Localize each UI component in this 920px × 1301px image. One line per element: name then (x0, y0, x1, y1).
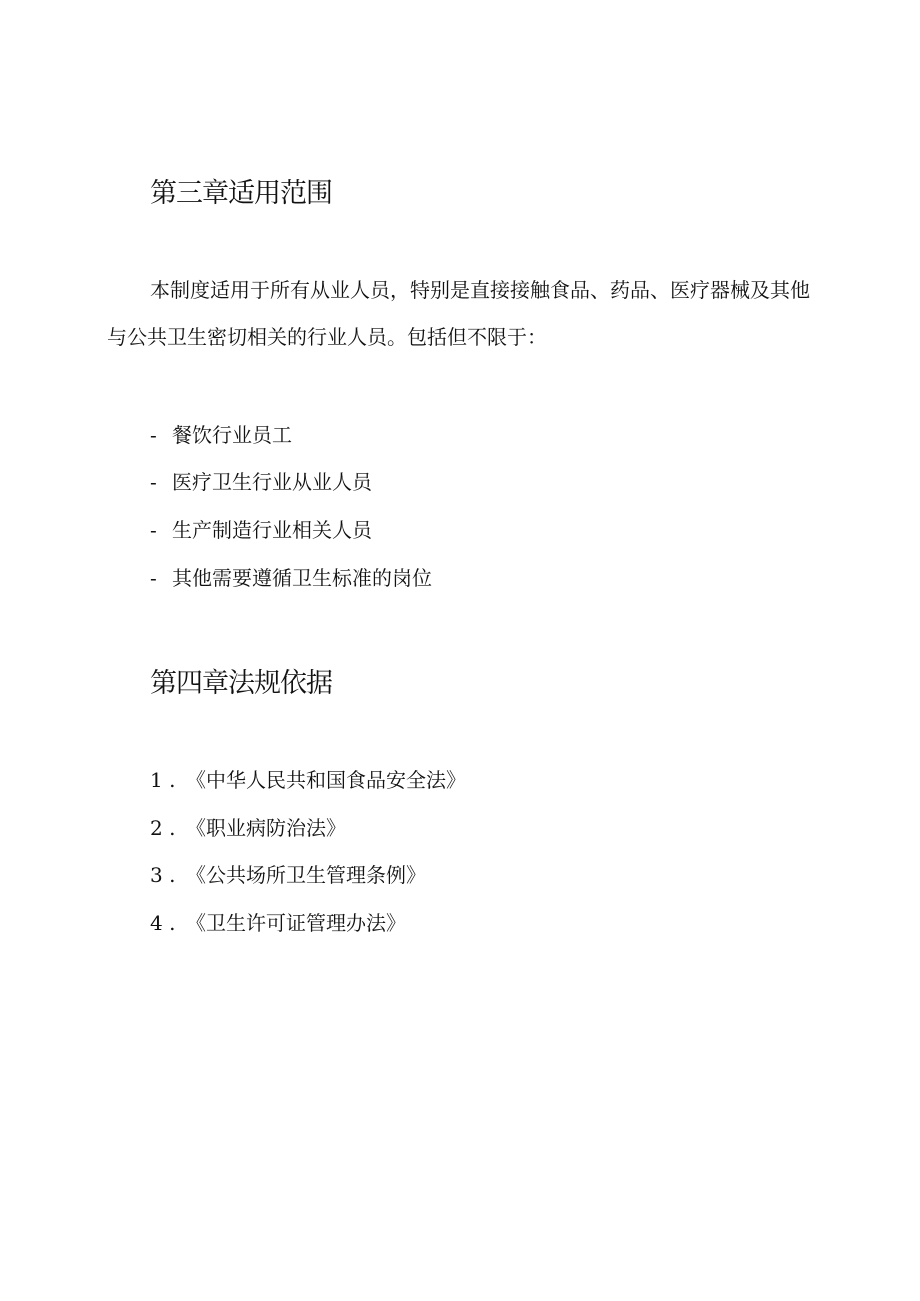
list-item-text: 《职业病防治法》 (186, 816, 346, 840)
list-item (150, 814, 346, 842)
list-number: 2 . (150, 816, 176, 840)
chapter4-heading: 第四章法规依据 (150, 668, 332, 699)
list-number: 3 . (150, 863, 176, 887)
list-item-text: 《卫生许可证管理办法》 (186, 911, 406, 935)
list-item (150, 766, 466, 794)
list-item (150, 516, 372, 544)
chapter3-heading: 第三章适用范围 (150, 178, 332, 209)
list-item (150, 861, 426, 889)
list-item (150, 564, 432, 592)
list-number: 4 . (150, 911, 176, 935)
list-item-text: 《中华人民共和国食品安全法》 (186, 768, 466, 792)
list-dash: - (150, 470, 157, 494)
list-item (150, 468, 372, 496)
list-dash: - (150, 423, 157, 447)
list-dash: - (150, 566, 157, 590)
list-item-text: 餐饮行业员工 (172, 423, 292, 447)
list-item (150, 909, 406, 937)
chapter3-paragraph (107, 267, 827, 361)
list-number: 1 . (150, 768, 176, 792)
list-item (150, 421, 292, 449)
chapter3-paragraph-text: 本制度适用于所有从业人员，特别是直接接触食品、药品、医疗器械及其他与公共卫生密切相关的行业人员。包括但不限于： (107, 278, 810, 349)
list-item-text: 《公共场所卫生管理条例》 (186, 863, 426, 887)
list-item-text: 生产制造行业相关人员 (172, 518, 372, 542)
list-item-text: 其他需要遵循卫生标准的岗位 (172, 566, 432, 590)
list-item-text: 医疗卫生行业从业人员 (172, 470, 372, 494)
list-dash: - (150, 518, 157, 542)
